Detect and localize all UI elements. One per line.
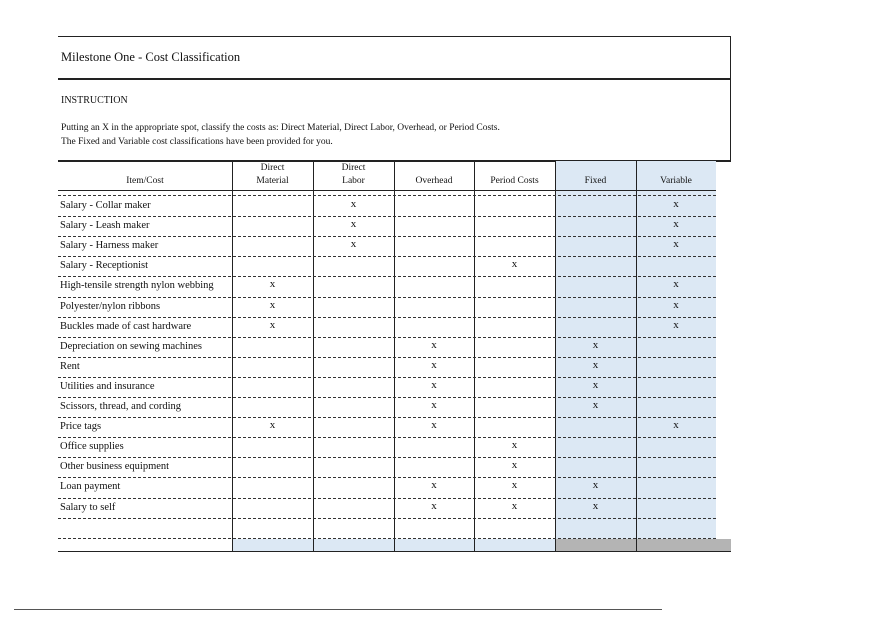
column-header-line	[474, 162, 555, 175]
row-separator	[58, 498, 716, 499]
cell-mark-dm: x	[269, 298, 276, 311]
table-row-item-label: Salary - Collar maker	[60, 200, 151, 211]
row-separator	[58, 256, 716, 257]
cell-mark-oh: x	[431, 338, 437, 351]
cell-mark-dm: x	[269, 419, 276, 432]
row-separator	[58, 538, 716, 539]
table-row-item-label: Salary - Leash maker	[60, 220, 150, 232]
cell-mark-vr: x	[673, 198, 679, 210]
column-header-line: Direct	[341, 163, 366, 173]
cell-mark-oh: x	[431, 479, 437, 492]
table-row-item-label: Loan payment	[60, 481, 121, 493]
cell-mark-fx: x	[592, 499, 599, 512]
page-footer-line	[14, 609, 662, 610]
row-separator	[58, 437, 716, 438]
column-header-line	[555, 162, 636, 175]
cell-mark-pc: x	[511, 499, 518, 512]
cell-mark-pc: x	[511, 479, 518, 492]
row-separator	[58, 397, 716, 398]
cell-mark-oh: x	[431, 399, 437, 411]
table-row-item-label: Office supplies	[60, 441, 124, 453]
table-row-item-label: Utilities and insurance	[60, 380, 155, 392]
cell-mark-fx: x	[592, 399, 599, 411]
row-separator	[58, 518, 716, 519]
table-row-item-label: Salary - Receptionist	[60, 260, 149, 272]
column-header-line: Period Costs	[490, 176, 539, 186]
total-row-bottom-border	[58, 551, 731, 552]
instruction-line-2: The Fixed and Variable cost classifications have been provided for you.	[61, 136, 333, 147]
total-row-fill-gray	[555, 539, 731, 551]
cell-mark-dl: x	[350, 238, 357, 251]
row-separator	[58, 195, 716, 196]
column-header-vr	[636, 162, 716, 188]
cell-mark-pc: x	[511, 459, 518, 472]
title-bottom-border	[58, 78, 731, 80]
cell-mark-vr: x	[673, 318, 679, 331]
table-row-item-label: Other business equipment	[60, 461, 170, 473]
table-row-item-label: Polyester/nylon ribbons	[60, 300, 161, 312]
column-header-line	[636, 162, 716, 175]
column-header-line: Material	[256, 176, 289, 186]
table-row-item-label: Salary to self	[60, 501, 116, 513]
page-title: Milestone One - Cost Classification	[61, 50, 241, 64]
cell-mark-fx: x	[592, 358, 599, 371]
row-separator	[58, 337, 716, 338]
header-bottom-border	[58, 190, 716, 191]
table-row-item-label: Rent	[60, 360, 80, 372]
column-header-line: Variable	[660, 176, 692, 186]
table-row-item-label: Price tags	[60, 421, 102, 433]
table-row-item-label: Buckles made of cast hardware	[60, 320, 192, 332]
row-separator	[58, 477, 716, 478]
cell-mark-oh: x	[431, 358, 437, 371]
column-header-line: Labor	[342, 176, 365, 186]
cell-mark-vr: x	[673, 419, 679, 432]
table-row-item-label: Salary - Harness maker	[60, 240, 159, 252]
column-header-line	[394, 162, 474, 175]
instruction-text	[61, 122, 500, 149]
cell-mark-vr: x	[673, 278, 679, 291]
cell-mark-dl: x	[350, 198, 357, 210]
row-separator	[58, 236, 716, 237]
column-header-dl	[313, 162, 394, 188]
column-header-fx	[555, 162, 636, 188]
cell-mark-dm: x	[269, 318, 276, 331]
cell-mark-dm: x	[269, 278, 276, 291]
cell-mark-vr: x	[673, 238, 679, 251]
column-header-line: Item/Cost	[126, 176, 164, 186]
table-row-item-label: High-tensile strength nylon webbing	[60, 280, 214, 292]
column-header-line	[58, 162, 232, 175]
column-header-pc	[474, 162, 555, 188]
cell-mark-fx: x	[592, 338, 599, 351]
table-row-item-label: Depreciation on sewing machines	[60, 340, 202, 352]
row-separator	[58, 417, 716, 418]
instruction-line-1: Putting an X in the appropriate spot, classify the costs as: Direct Material, Direct Labor, Overhead, or Period Costs.	[61, 123, 500, 133]
frame-top-border	[58, 36, 731, 37]
column-header-line: Overhead	[415, 176, 453, 186]
cell-mark-oh: x	[431, 419, 437, 432]
cell-mark-dl: x	[350, 218, 357, 231]
cell-mark-vr: x	[673, 298, 679, 311]
row-separator	[58, 216, 716, 217]
instruction-heading: INSTRUCTION	[61, 95, 128, 106]
cell-mark-vr: x	[673, 218, 679, 231]
column-header-oh	[394, 162, 474, 188]
row-separator	[58, 276, 716, 277]
table-row-item-label: Scissors, thread, and cording	[60, 401, 182, 412]
cell-mark-pc: x	[511, 439, 518, 452]
cell-mark-oh: x	[431, 499, 437, 512]
frame-right-border	[730, 36, 731, 160]
row-separator	[58, 457, 716, 458]
cell-mark-pc: x	[511, 258, 518, 271]
cell-mark-fx: x	[592, 479, 599, 492]
cell-mark-fx: x	[592, 378, 599, 391]
column-header-line: Fixed	[584, 176, 607, 186]
row-separator	[58, 297, 716, 298]
row-separator	[58, 357, 716, 358]
row-separator	[58, 317, 716, 318]
cell-mark-oh: x	[431, 378, 437, 391]
row-separator	[58, 377, 716, 378]
column-header-line: Direct	[260, 163, 285, 173]
column-header-item	[58, 162, 232, 188]
column-header-dm	[232, 162, 313, 188]
